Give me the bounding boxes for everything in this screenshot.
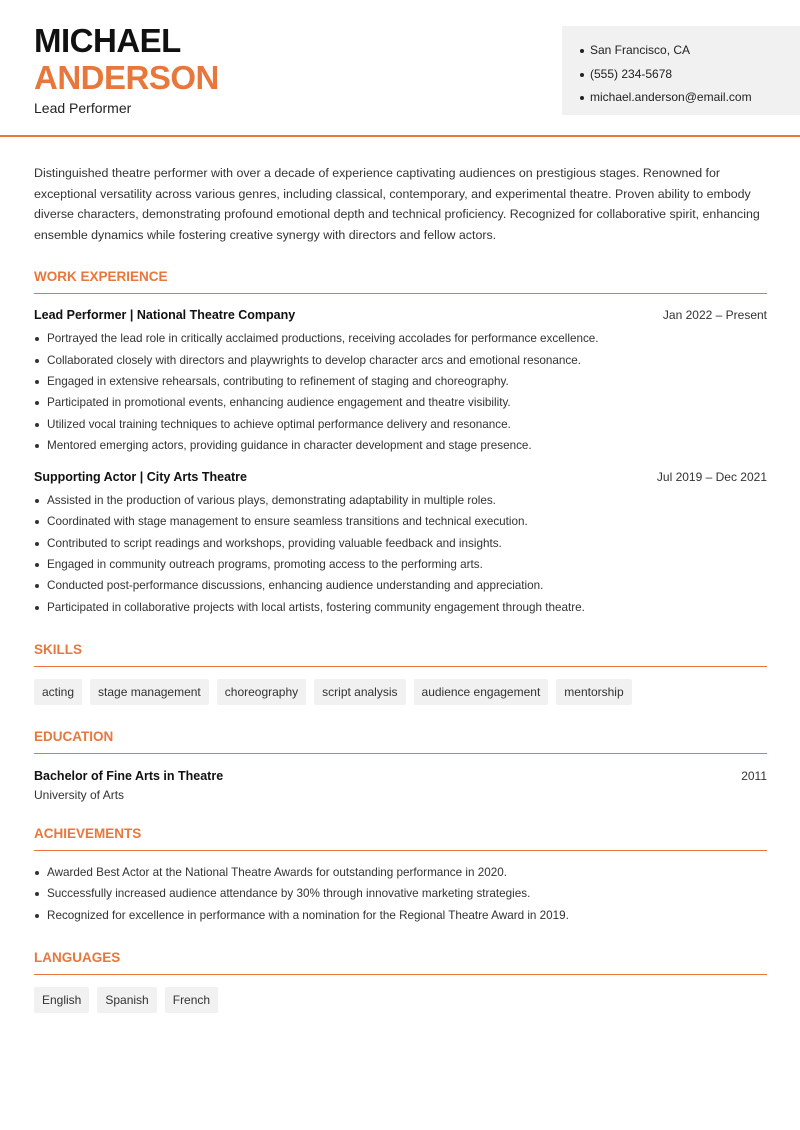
skills-section (34, 642, 767, 705)
section-heading: WORK EXPERIENCE (34, 269, 767, 294)
list-item: Mentored emerging actors, providing guidance in character development and stage presence. (34, 435, 767, 456)
work-experience-section (34, 269, 767, 618)
skills-list (34, 679, 767, 705)
graduation-year: 2011 (741, 768, 767, 783)
section-heading: ACHIEVEMENTS (34, 826, 767, 851)
school-name: University of Arts (34, 787, 125, 802)
degree: Bachelor of Fine Arts in Theatre (34, 768, 224, 783)
job-dates: Jul 2019 – Dec 2021 (656, 470, 767, 485)
job-bullets (34, 490, 767, 618)
resume-header (0, 0, 800, 137)
skill-tag: choreography (217, 679, 306, 705)
job-header (34, 470, 767, 484)
education-section (34, 729, 767, 802)
list-item: Engaged in extensive rehearsals, contributing to refinement of staging and choreography. (34, 371, 767, 392)
contact-phone: (555) 234-5678 (580, 63, 800, 87)
language-tag: Spanish (97, 987, 156, 1013)
list-item: Participated in promotional events, enhancing audience engagement and theatre visibility. (34, 392, 767, 413)
job-header (34, 308, 767, 322)
job-bullets (34, 328, 767, 456)
list-item: Recognized for excellence in performance with a nomination for the Regional Theatre Award in 2019. (34, 905, 767, 926)
skill-tag: stage management (90, 679, 209, 705)
list-item: Portrayed the lead role in critically acclaimed productions, receiving accolades for performance excellence. (34, 328, 767, 349)
job-dates: Jan 2022 – Present (662, 308, 767, 323)
list-item: Assisted in the production of various plays, demonstrating adaptability in multiple roles. (34, 490, 767, 511)
language-tag: French (165, 987, 218, 1013)
list-item: Successfully increased audience attendance by 30% through innovative marketing strategies. (34, 883, 767, 904)
candidate-name (34, 22, 219, 96)
contact-email: michael.anderson@email.com (580, 86, 800, 110)
section-heading: LANGUAGES (34, 950, 767, 975)
section-heading: SKILLS (34, 642, 767, 667)
job-title-headline: Lead Performer (34, 100, 132, 116)
achievements-section (34, 826, 767, 926)
language-tag: English (34, 987, 89, 1013)
job-role: Lead Performer | National Theatre Company (34, 308, 296, 323)
skill-tag: acting (34, 679, 82, 705)
list-item: Utilized vocal training techniques to achieve optimal performance delivery and resonance. (34, 414, 767, 435)
resume-body (34, 163, 767, 1013)
list-item: Awarded Best Actor at the National Theatre Awards for outstanding performance in 2020. (34, 862, 767, 883)
contact-location: San Francisco, CA (580, 39, 800, 63)
skill-tag: audience engagement (414, 679, 549, 705)
education-header (34, 769, 767, 783)
list-item: Coordinated with stage management to ensure seamless transitions and technical execution. (34, 511, 767, 532)
job-role: Supporting Actor | City Arts Theatre (34, 470, 248, 485)
list-item: Engaged in community outreach programs, promoting access to the performing arts. (34, 554, 767, 575)
languages-list (34, 987, 767, 1013)
list-item: Participated in collaborative projects with local artists, fostering community engagement through theatre. (34, 597, 767, 618)
achievement-list (34, 862, 767, 926)
contact-box (562, 26, 800, 115)
list-item: Collaborated closely with directors and playwrights to develop character arcs and emotional resonance. (34, 350, 767, 371)
list-item: Conducted post-performance discussions, enhancing audience understanding and appreciation. (34, 575, 767, 596)
list-item: Contributed to script readings and workshops, providing valuable feedback and insights. (34, 533, 767, 554)
skill-tag: script analysis (314, 679, 405, 705)
last-name: ANDERSON (34, 59, 219, 96)
summary-paragraph: Distinguished theatre performer with over a decade of experience captivating audiences on prestigious stages. Renowned for exceptional versatility across various genres, including classical, contemporary, and experimental theatre. Proven ability to embody diverse characters, demonstrating profound emotional depth and technical proficiency. Recognized for collaborative spirit, enhancing ensemble dynamics while fostering creative synergy with directors and fellow actors. (34, 166, 760, 242)
first-name: MICHAEL (34, 22, 181, 59)
section-heading: EDUCATION (34, 729, 767, 754)
skill-tag: mentorship (556, 679, 631, 705)
languages-section (34, 950, 767, 1013)
